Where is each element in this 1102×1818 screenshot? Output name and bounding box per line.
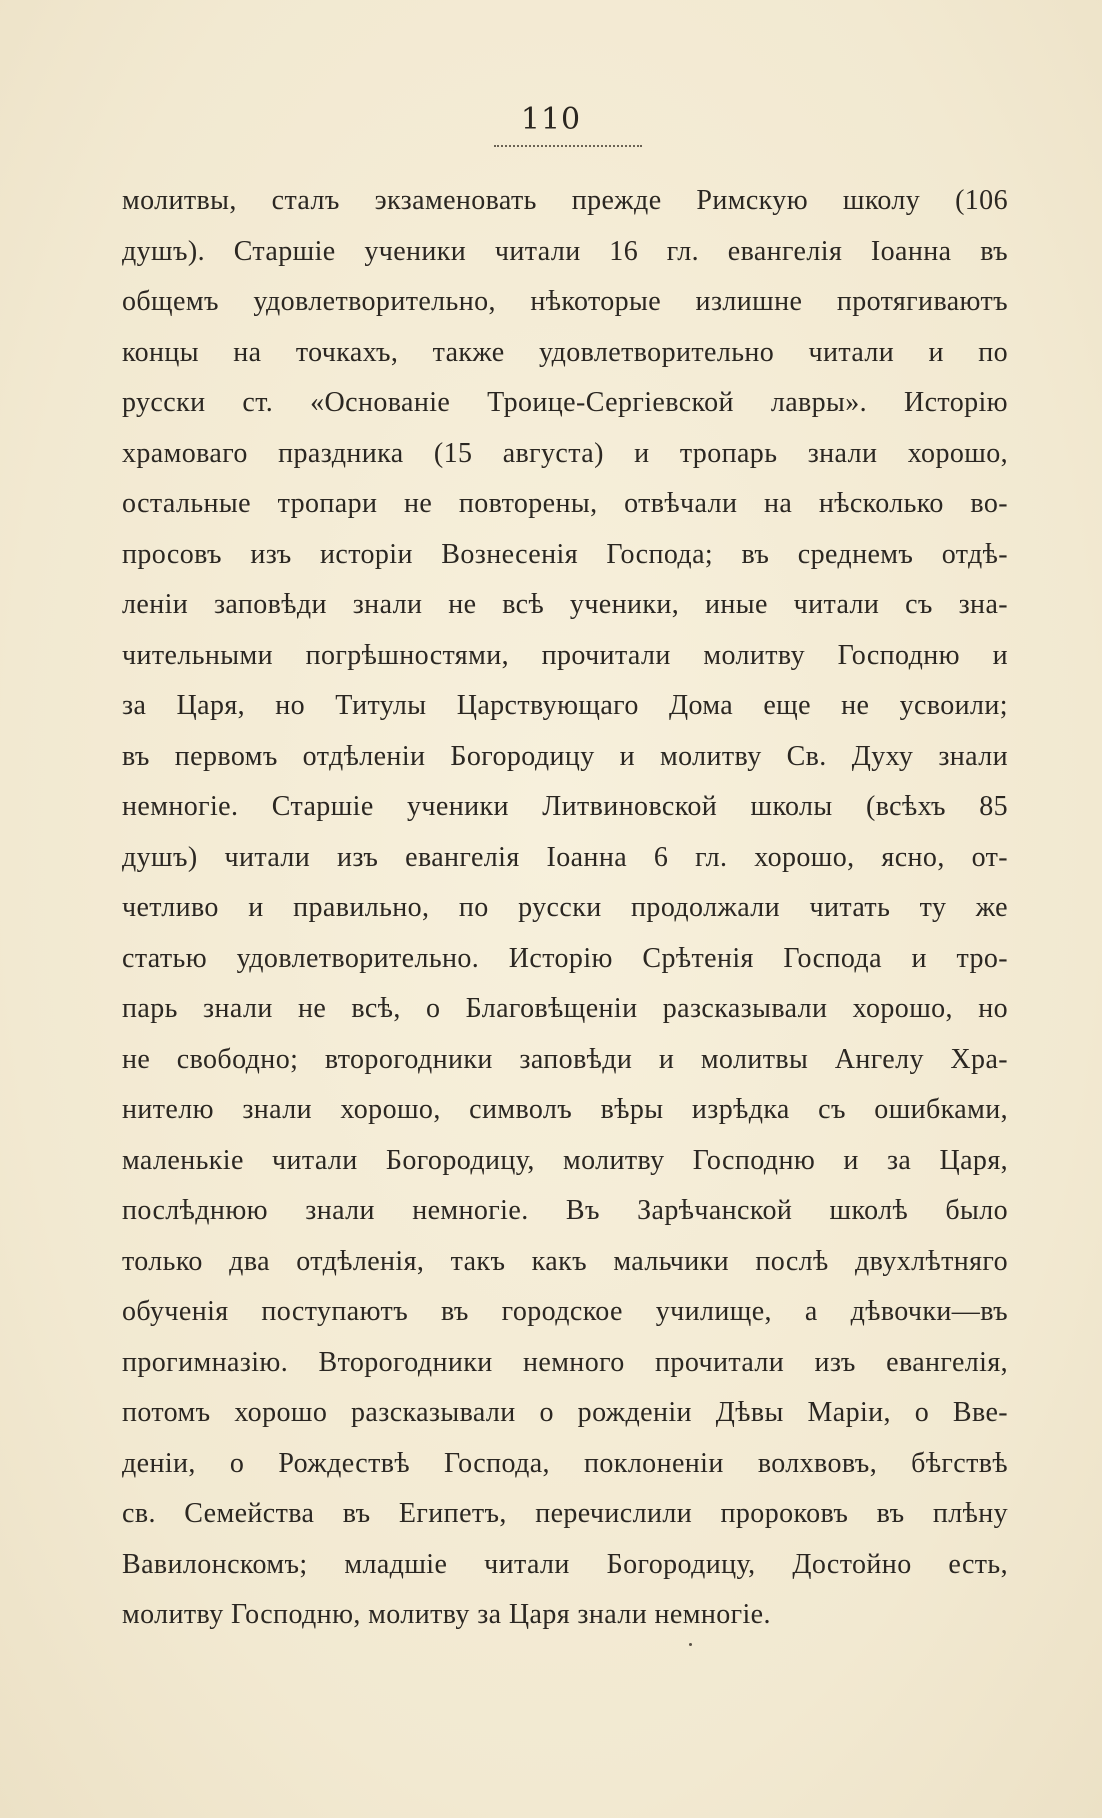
text-line: маленькіе читали Богородицу, молитву Господню и за Царя, — [122, 1144, 1008, 1176]
text-line: чительными погрѣшностями, прочитали молитву Господню и — [122, 639, 1008, 671]
text-line: леніи заповѣди знали не всѣ ученики, иные читали съ зна- — [122, 589, 1008, 620]
text-line: парь знали не всѣ, о Благовѣщеніи разсказывали хорошо, но — [122, 993, 1008, 1024]
text-line: храмоваго праздника (15 августа) и тропарь знали хорошо, — [122, 437, 1008, 469]
text-line: нителю знали хорошо, символъ вѣры изрѣдка съ ошибками, — [122, 1094, 1008, 1125]
text-line: душъ). Старшіе ученики читали 16 гл. евангелія Іоанна въ — [122, 235, 1008, 267]
text-line: общемъ удовлетворительно, нѣкоторые излишне протягиваютъ — [122, 286, 1008, 317]
header-rule — [494, 145, 642, 147]
text-line: остальные тропари не повторены, отвѣчали на нѣсколько во- — [122, 488, 1008, 519]
text-line: не свободно; второгодники заповѣди и молитвы Ангелу Хра- — [122, 1043, 1008, 1075]
text-line: немногіе. Старшіе ученики Литвиновской школы (всѣхъ 85 — [122, 791, 1008, 822]
text-line: Вавилонскомъ; младшіе читали Богородицу, Достойно есть, — [122, 1548, 1008, 1580]
text-line: за Царя, но Титулы Царствующаго Дома еще не усвоили; — [122, 690, 1008, 721]
text-line: въ первомъ отдѣленіи Богородицу и молитву Св. Духу знали — [122, 740, 1008, 772]
text-line: послѣднюю знали немногіе. Въ Зарѣчанской школѣ было — [122, 1195, 1008, 1226]
text-line: молитвы, сталъ экзаменовать прежде Римскую школу (106 — [122, 185, 1008, 216]
text-line: просовъ изъ исторіи Вознесенія Господа; въ среднемъ отдѣ- — [122, 538, 1008, 570]
text-line: четливо и правильно, по русски продолжали читать ту же — [122, 892, 1008, 923]
text-line: обученія поступаютъ въ городское училище, а дѣвочки—въ — [122, 1296, 1008, 1327]
text-line: русски ст. «Основаніе Троице-Сергіевской лавры». Исторію — [122, 387, 1008, 418]
text-line: молитву Господню, молитву за Царя знали немногіе. — [122, 1599, 771, 1630]
text-line: потомъ хорошо разсказывали о рожденіи Дѣвы Маріи, о Вве- — [122, 1397, 1008, 1428]
text-line: прогимназію. Второгодники немного прочитали изъ евангелія, — [122, 1346, 1008, 1378]
paper-speck — [689, 1643, 692, 1646]
text-line: деніи, о Рождествѣ Господа, поклоненіи волхвовъ, бѣгствѣ — [122, 1447, 1008, 1479]
text-line: только два отдѣленія, такъ какъ мальчики послѣ двухлѣтняго — [122, 1245, 1008, 1277]
text-line: св. Семейства въ Египетъ, перечислили пророковъ въ плѣну — [122, 1498, 1008, 1529]
text-line: концы на точкахъ, также удовлетворительно читали и по — [122, 336, 1008, 368]
body-text — [122, 176, 1008, 1641]
text-line: статью удовлетворительно. Исторію Срѣтенія Господа и тро- — [122, 942, 1008, 974]
text-line: душъ) читали изъ евангелія Іоанна 6 гл. хорошо, ясно, от- — [122, 841, 1008, 873]
page-number: 110 — [520, 102, 582, 137]
